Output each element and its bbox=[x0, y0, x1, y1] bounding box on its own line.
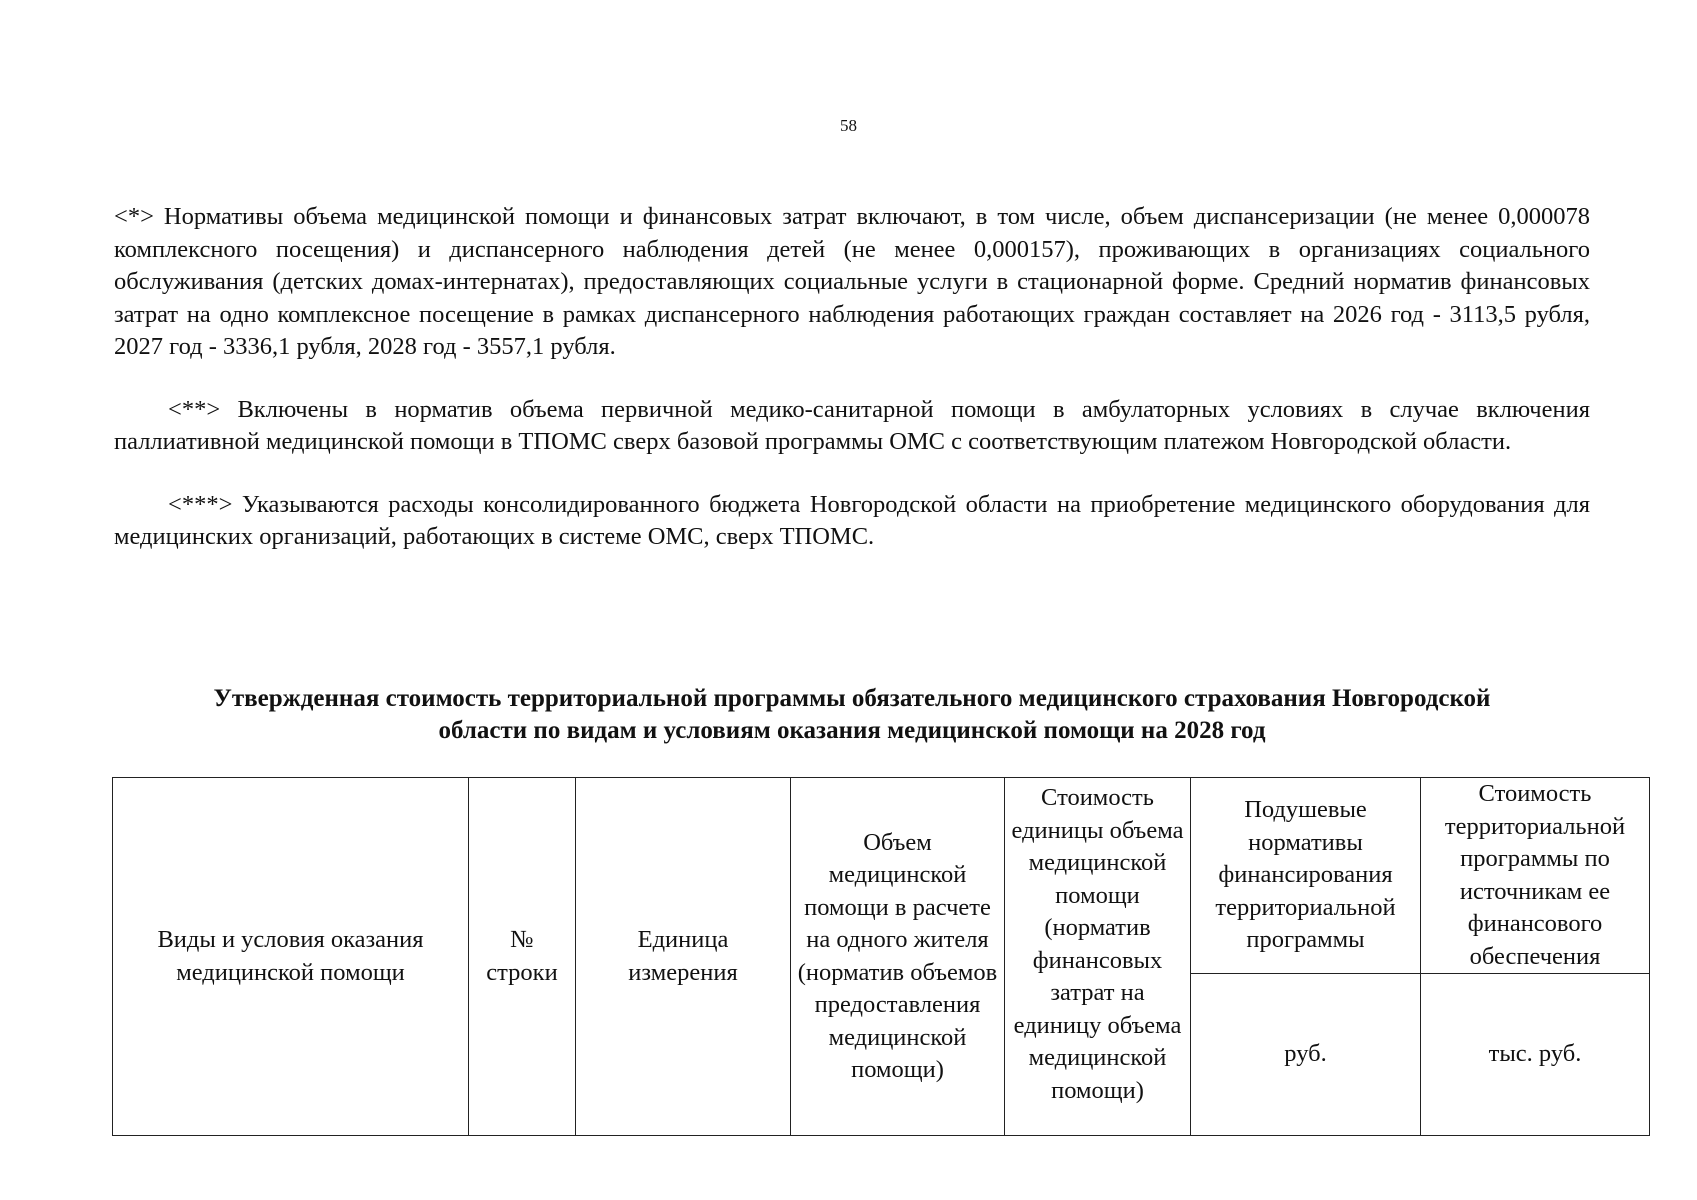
unit-per-capita: руб. bbox=[1284, 1040, 1327, 1068]
header-unit-cost-cell bbox=[1005, 778, 1191, 1136]
table-header-row bbox=[113, 778, 1650, 974]
header-program-cost-cell bbox=[1421, 778, 1650, 974]
footnote-2: <**> Включены в норматив объема первичной медико-санитарной помощи в амбулаторных условиях в случае включения паллиативной медицинской помощи в ТПОМС сверх базовой программы ОМС с соответствующим платежом Новгородской области. bbox=[114, 395, 1590, 455]
unit-program-cost-cell bbox=[1421, 974, 1650, 1136]
table-heading bbox=[114, 683, 1590, 747]
header-per-capita: Подушевые нормативы финансирования территориальной программы bbox=[1215, 796, 1396, 954]
header-per-capita-cell bbox=[1191, 778, 1421, 974]
header-types-cell bbox=[113, 778, 469, 1136]
footnote-1: <*> Нормативы объема медицинской помощи и финансовых затрат включают, в том числе, объем диспансеризации (не менее 0,000078 комплексного посещения) и диспансерного наблюдения детей (не менее 0,000157), проживающих в организациях социального обслуживания (детских домах-интернатах), предоставляющих социальные услуги в стационарной форме. Средний норматив финансовых затрат на одно комплексное посещение в рамках диспансерного наблюдения работающих граждан составляет на 2026 год - 3113,5 рубля, 2027 год - 3336,1 рубля, 2028 год - 3557,1 рубля. bbox=[114, 203, 1590, 360]
header-volume: Объем медицинской помощи в расчете на одного жителя (норматив объемов предоставления медицинской помощи) bbox=[797, 828, 998, 1083]
unit-program-cost: тыс. руб. bbox=[1488, 1040, 1582, 1068]
header-unit-cell bbox=[576, 778, 791, 1136]
footnote-3: <***> Указываются расходы консолидированного бюджета Новгородской области на приобретение медицинского оборудования для медицинских организаций, работающих в системе ОМС, сверх ТПОМС. bbox=[114, 490, 1590, 550]
footnotes bbox=[114, 201, 1590, 554]
header-program-cost: Стоимость территориальной программы по источникам ее финансового обеспечения bbox=[1444, 780, 1626, 970]
header-row-number: № строки bbox=[486, 926, 558, 986]
unit-per-capita-cell bbox=[1191, 974, 1421, 1136]
header-row-number-cell bbox=[469, 778, 576, 1136]
header-unit: Единица измерения bbox=[628, 926, 738, 986]
header-volume-cell bbox=[791, 778, 1005, 1136]
table-heading-line-1: Утвержденная стоимость территориальной программы обязательного медицинского страхования Новгородской bbox=[213, 685, 1491, 712]
program-cost-table bbox=[112, 777, 1650, 1136]
header-unit-cost: Стоимость единицы объема медицинской помощи (норматив финансовых затрат на единицу объема медицинской помощи) bbox=[1011, 784, 1184, 1104]
table-heading-line-2: области по видам и условиям оказания медицинской помощи на 2028 год bbox=[438, 717, 1266, 744]
header-types: Виды и условия оказания медицинской помощи bbox=[157, 926, 424, 986]
page-number: 58 bbox=[840, 116, 857, 135]
